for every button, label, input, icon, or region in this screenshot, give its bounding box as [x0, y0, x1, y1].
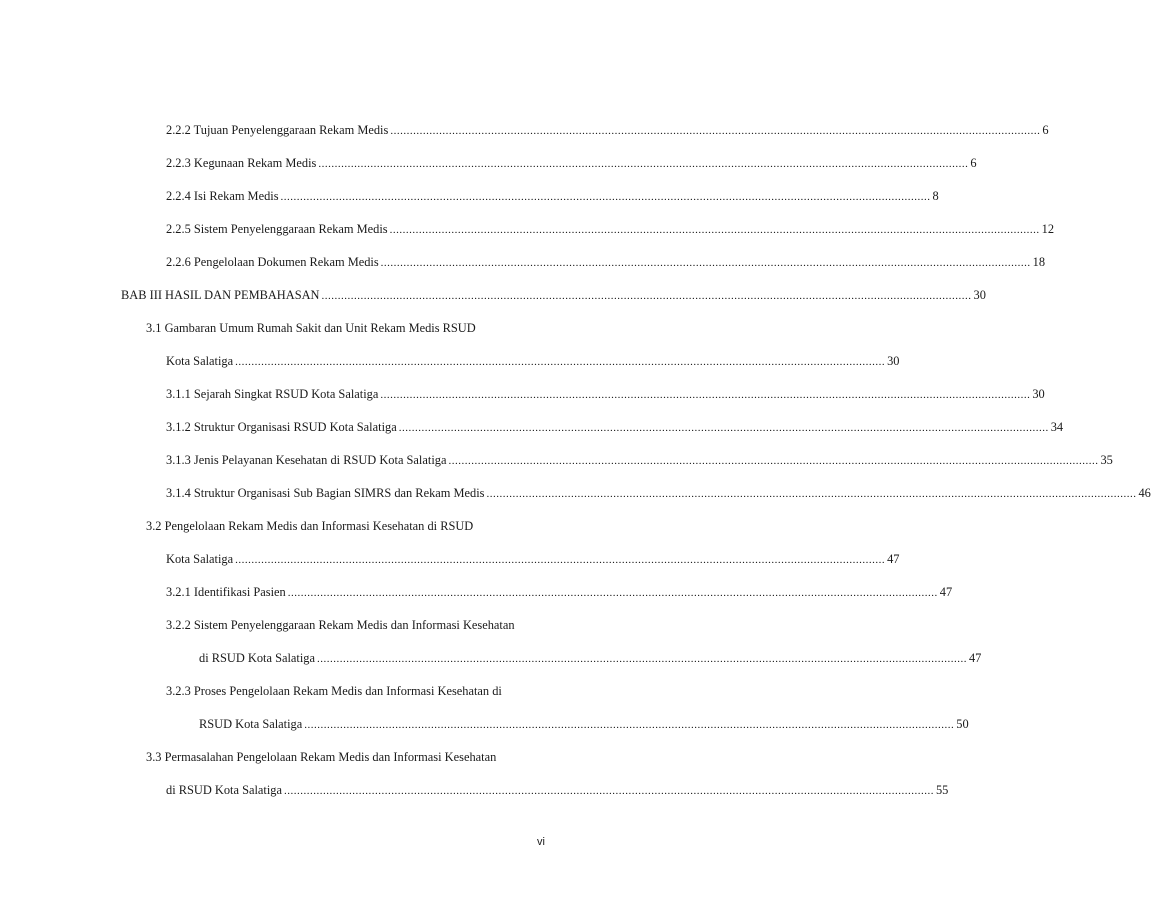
toc-entry	[166, 154, 977, 172]
toc-entry	[166, 550, 900, 568]
toc-entry	[166, 418, 1064, 436]
dot-leader: ........................................................................................................................................................................................................	[304, 719, 955, 731]
toc-entry-title: 3.1.3 Jenis Pelayanan Kesehatan di RSUD Kota Salatiga	[166, 453, 447, 467]
dot-leader: ........................................................................................................................................................................................................	[398, 422, 1049, 434]
toc-entry-page: 30	[973, 288, 986, 302]
toc-entry	[199, 649, 982, 667]
toc-entry-title: 3.1.1 Sejarah Singkat RSUD Kota Salatiga	[166, 387, 379, 401]
dot-leader: ........................................................................................................................................................................................................	[318, 158, 969, 170]
toc-entry-title: 3.2.1 Identifikasi Pasien	[166, 585, 286, 599]
toc-entry-page: 12	[1041, 222, 1055, 236]
dot-leader: ........................................................................................................................................................................................................	[389, 224, 1040, 236]
dot-leader: ........................................................................................................................................................................................................	[486, 488, 1137, 500]
dot-leader: ........................................................................................................................................................................................................	[235, 356, 886, 368]
toc-entry-title: 3.1.4 Struktur Organisasi Sub Bagian SIMRS dan Rekam Medis	[166, 486, 485, 500]
toc-entry-page: 18	[1032, 255, 1046, 269]
toc-entry	[166, 187, 939, 205]
toc-entry-page: 35	[1100, 453, 1113, 467]
toc-entry	[166, 220, 1055, 238]
toc-entry-title: Kota Salatiga	[166, 552, 234, 566]
dot-leader: ........................................................................................................................................................................................................	[390, 125, 1041, 137]
dot-leader: ........................................................................................................................................................................................................	[283, 785, 934, 797]
toc-entry	[166, 583, 953, 601]
toc-entry-title: RSUD Kota Salatiga	[199, 717, 303, 731]
toc-section-title: 3.2 Pengelolaan Rekam Medis dan Informasi Kesehatan di RSUD	[146, 519, 474, 533]
toc-entry-title: 2.2.6 Pengelolaan Dokumen Rekam Medis	[166, 255, 379, 269]
toc-chapter-title: BAB III HASIL DAN PEMBAHASAN	[121, 288, 320, 302]
toc-entry-title: 2.2.3 Kegunaan Rekam Medis	[166, 156, 317, 170]
toc-section-title: 3.1 Gambaran Umum Rumah Sakit dan Unit Rekam Medis RSUD	[146, 321, 476, 335]
dot-leader: ........................................................................................................................................................................................................	[380, 257, 1031, 269]
toc-entry-page: 6	[1042, 123, 1049, 137]
toc-entry-title: 2.2.4 Isi Rekam Medis	[166, 189, 279, 203]
page-number: vi	[537, 836, 545, 848]
toc-entry-page: 50	[956, 717, 969, 731]
toc-entry-page: 47	[968, 651, 982, 665]
toc-section-title: 3.3 Permasalahan Pengelolaan Rekam Medis dan Informasi Kesehatan	[146, 750, 497, 764]
dot-leader: ........................................................................................................................................................................................................	[316, 653, 967, 665]
dot-leader: ........................................................................................................................................................................................................	[321, 290, 972, 302]
dot-leader: ........................................................................................................................................................................................................	[280, 191, 931, 203]
toc-subsection-title: 3.2.3 Proses Pengelolaan Rekam Medis dan Informasi Kesehatan di	[166, 684, 502, 698]
toc-entry-title: di RSUD Kota Salatiga	[199, 651, 315, 665]
toc-entry-page: 55	[935, 783, 949, 797]
dot-leader: ........................................................................................................................................................................................................	[235, 554, 886, 566]
toc-entry	[166, 121, 1049, 139]
toc-entry-title: 2.2.5 Sistem Penyelenggaraan Rekam Medis	[166, 222, 388, 236]
toc-entry-page: 6	[970, 156, 977, 170]
toc-entry	[166, 484, 1151, 502]
dot-leader: ........................................................................................................................................................................................................	[380, 389, 1031, 401]
toc-entry-title: 3.1.2 Struktur Organisasi RSUD Kota Salatiga	[166, 420, 397, 434]
toc-entry-page: 46	[1138, 486, 1151, 500]
toc-entry	[166, 253, 1046, 271]
toc-entry-page: 30	[1032, 387, 1045, 401]
toc-subsection-title: 3.2.2 Sistem Penyelenggaraan Rekam Medis dan Informasi Kesehatan	[166, 618, 515, 632]
toc-entry-page: 47	[939, 585, 953, 599]
toc-entry-title: di RSUD Kota Salatiga	[166, 783, 282, 797]
toc-entry	[166, 352, 900, 370]
toc-entry	[166, 781, 949, 799]
dot-leader: ........................................................................................................................................................................................................	[287, 587, 938, 599]
toc-entry-page: 8	[932, 189, 939, 203]
toc-chapter	[121, 286, 986, 304]
toc-entry-title: 2.2.2 Tujuan Penyelenggaraan Rekam Medis	[166, 123, 389, 137]
toc-entry-page: 47	[887, 552, 900, 566]
toc-entry	[199, 715, 969, 733]
toc-entry-title: Kota Salatiga	[166, 354, 234, 368]
toc-entry-page: 30	[887, 354, 900, 368]
toc-entry	[166, 385, 1045, 403]
toc-entry-page: 34	[1050, 420, 1064, 434]
toc-entry	[166, 451, 1113, 469]
dot-leader: ........................................................................................................................................................................................................	[448, 455, 1099, 467]
